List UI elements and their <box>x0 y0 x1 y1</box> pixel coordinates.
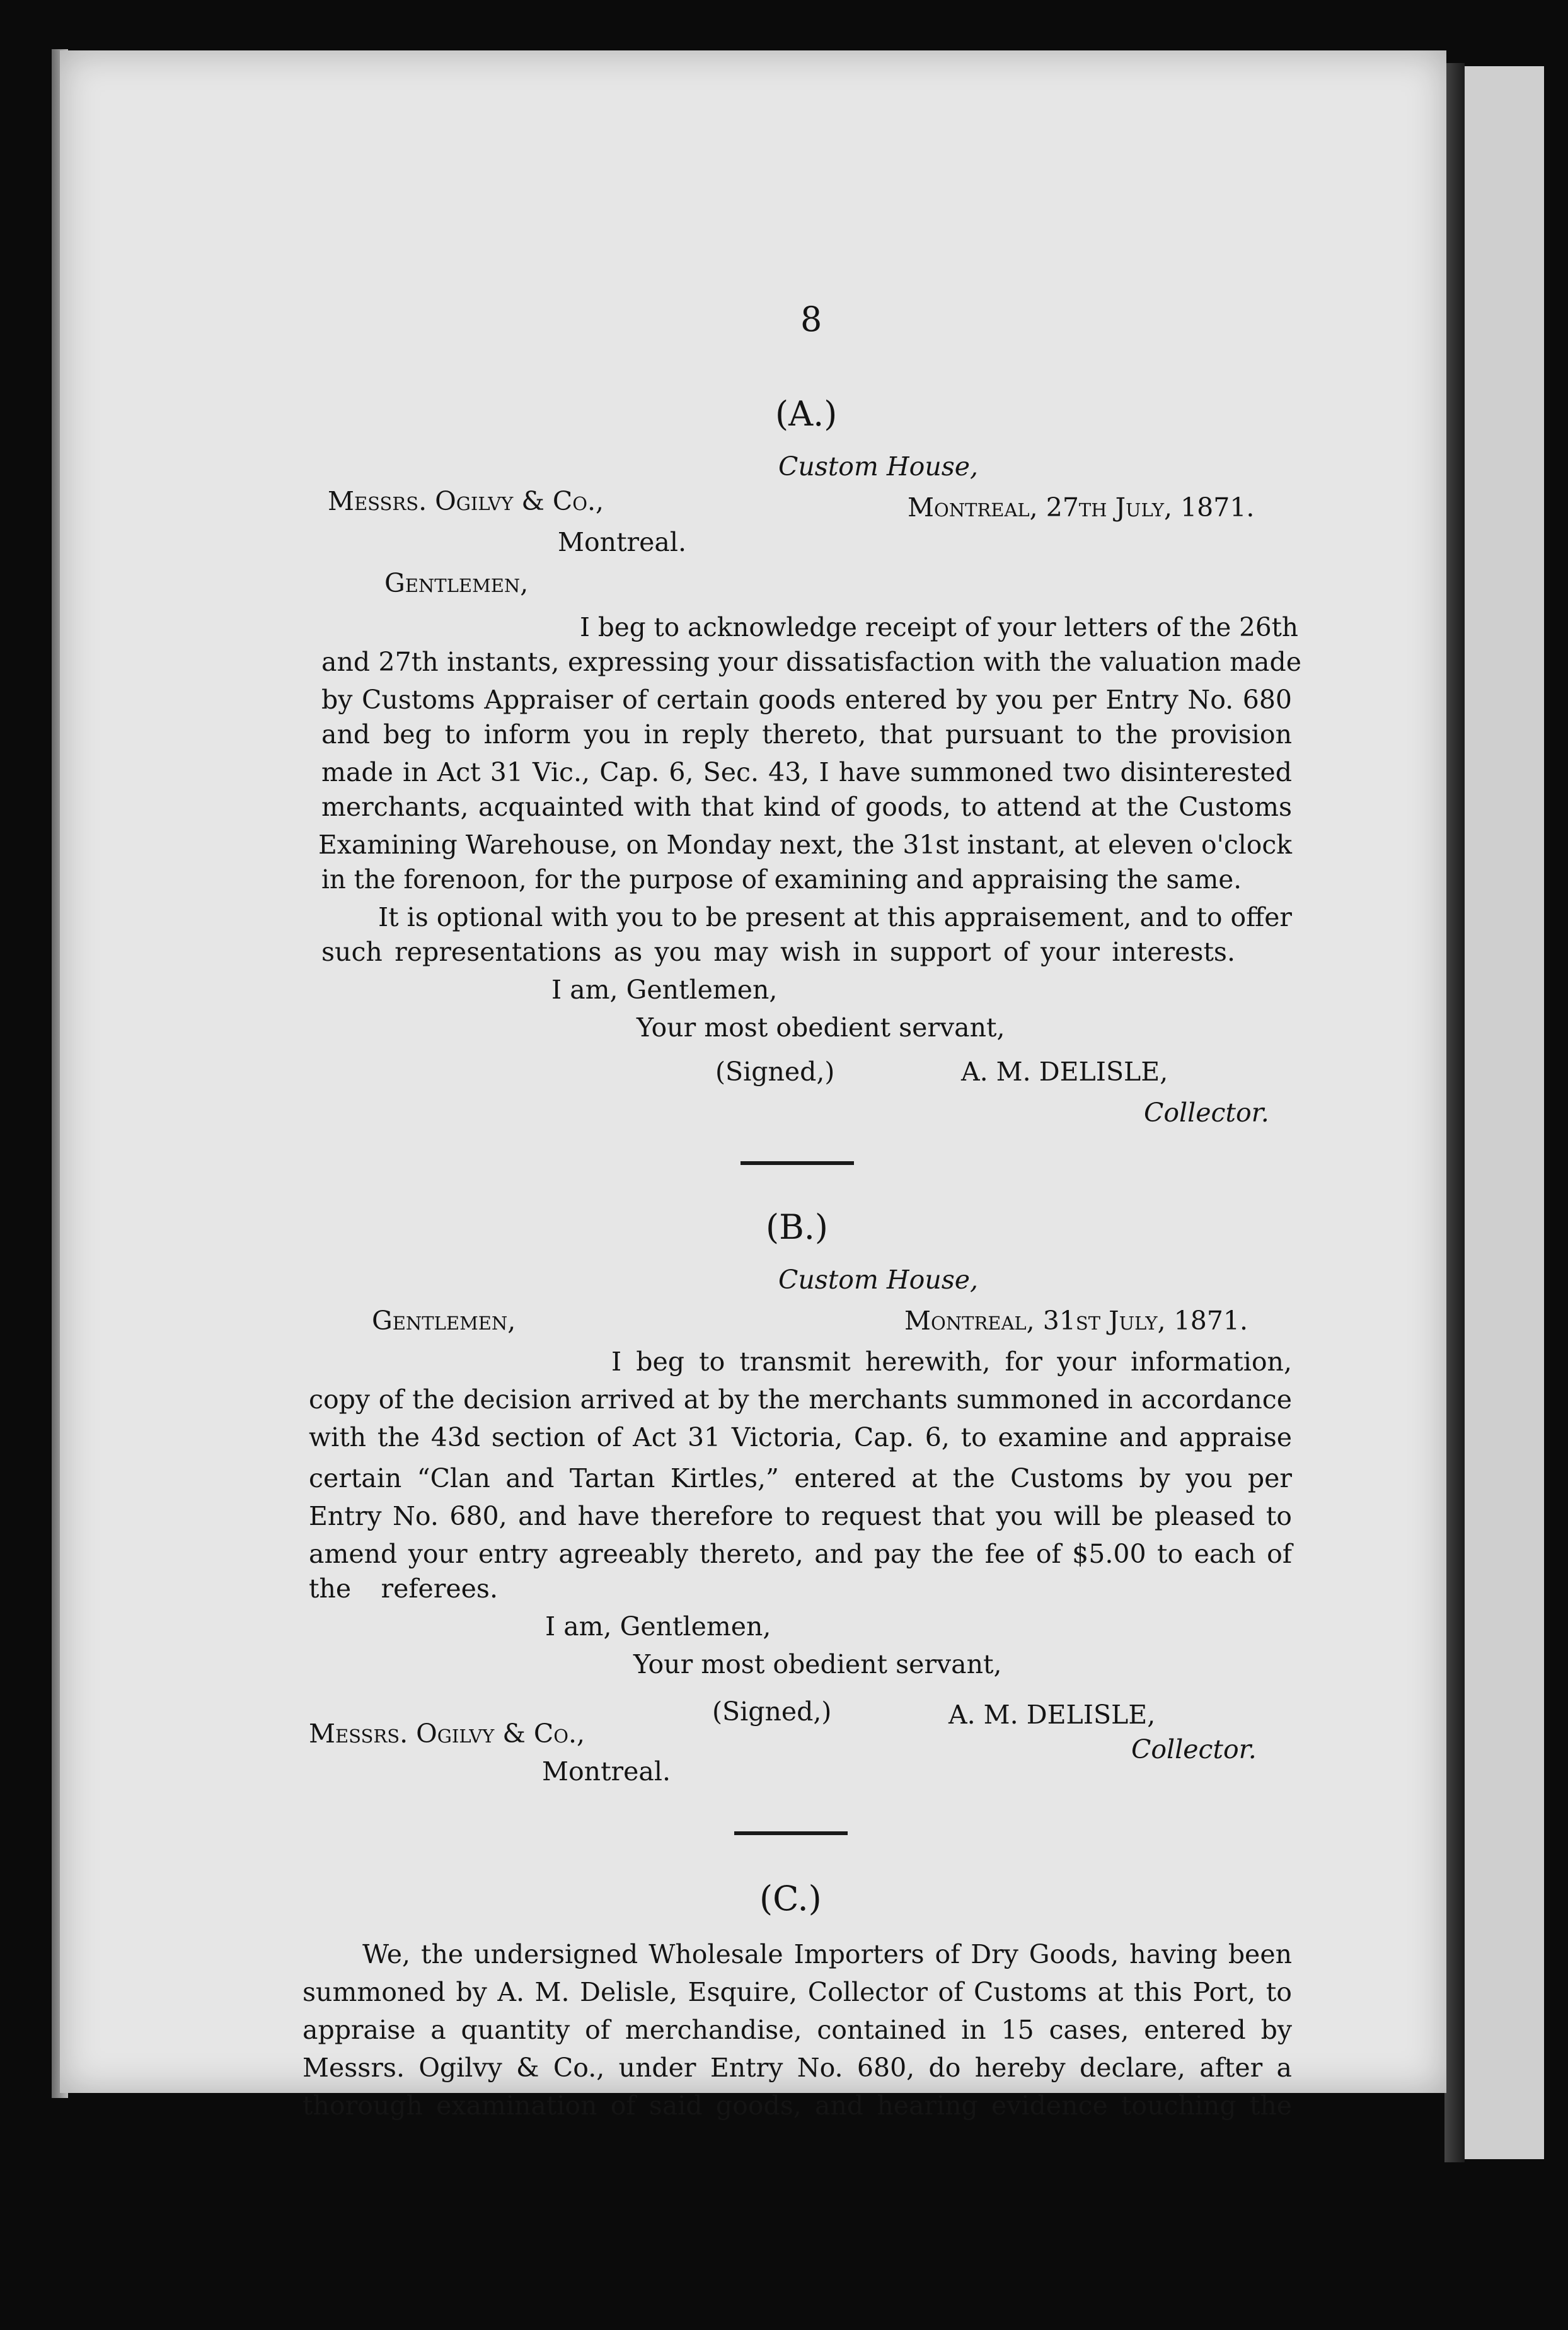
letter-c-line: appraise a quantity of merchandise, contained in 15 cases, entered by <box>303 2015 1292 2045</box>
letter-b-line: the referees. <box>309 1574 498 1604</box>
letter-a-line: It is optional with you to be present at this appraisement, and to offer <box>378 902 1292 932</box>
letter-b-title: Collector. <box>1131 1734 1257 1765</box>
letter-b-addressee-city: Montreal. <box>542 1756 671 1787</box>
letter-a-salutation: Gentlemen, <box>384 568 529 598</box>
document-page <box>60 50 1446 2121</box>
letter-a-line: made in Act 31 Vic., Cap. 6, Sec. 43, I have summoned two disinterested <box>321 757 1292 787</box>
letter-b-date: Montreal, 31st July, 1871. <box>904 1306 1248 1336</box>
letter-b-signed: (Signed,) <box>712 1696 832 1727</box>
letter-a-line: Examining Warehouse, on Monday next, the 31st instant, at eleven o'clock <box>318 830 1292 860</box>
letter-a-line: in the forenoon, for the purpose of examining and appraising the same. <box>321 864 1242 895</box>
letter-a-closing-1: I am, Gentlemen, <box>551 975 778 1005</box>
letter-a-closing-2: Your most obedient servant, <box>637 1012 1005 1043</box>
letter-c-heading: (C.) <box>759 1879 822 1918</box>
letter-a-signed: (Signed,) <box>715 1057 835 1087</box>
letter-b-signatory: A. M. DELISLE, <box>948 1700 1156 1730</box>
letter-b-line: copy of the decision arrived at by the merchants summoned in accordance <box>309 1384 1292 1415</box>
letter-c-line: thorough examination of said goods, and hearing evidence touching the <box>303 2090 1292 2121</box>
letter-a-heading: (A.) <box>775 394 838 434</box>
book-spine <box>1444 63 1465 2162</box>
letter-a-addressee-city: Montreal. <box>558 527 686 557</box>
letter-c-line: summoned by A. M. Delisle, Esquire, Collector of Customs at this Port, to <box>303 1977 1292 2007</box>
letter-a-line: by Customs Appraiser of certain goods entered by you per Entry No. 680 <box>321 685 1292 715</box>
letter-a-signatory: A. M. DELISLE, <box>961 1057 1168 1087</box>
section-divider <box>741 1161 854 1165</box>
letter-a-line: merchants, acquainted with that kind of goods, to attend at the Customs <box>321 792 1292 822</box>
letter-a-line: I beg to acknowledge receipt of your letters of the 26th <box>580 612 1298 642</box>
page-number: 8 <box>800 299 822 339</box>
letter-a-line: such representations as you may wish in support of your interests. <box>321 937 1235 967</box>
letter-a-date: Montreal, 27th July, 1871. <box>908 492 1255 523</box>
letter-a-line: and beg to inform you in reply thereto, that pursuant to the provision <box>321 719 1292 750</box>
letter-c-line: Messrs. Ogilvy & Co., under Entry No. 680, do hereby declare, after a <box>303 2053 1292 2083</box>
letter-b-line: Entry No. 680, and have therefore to request that you will be pleased to <box>309 1501 1292 1531</box>
letter-b-line: I beg to transmit herewith, for your information, <box>611 1347 1292 1377</box>
letter-b-salutation: Gentlemen, <box>372 1306 516 1336</box>
letter-b-line: with the 43d section of Act 31 Victoria, Cap. 6, to examine and appraise <box>309 1422 1292 1452</box>
letter-a-line: and 27th instants, expressing your dissatisfaction with the valuation made <box>321 647 1301 677</box>
letter-b-line: amend your entry agreeably thereto, and pay the fee of $5.00 to each of <box>309 1539 1292 1569</box>
letter-c-line: We, the undersigned Wholesale Importers of Dry Goods, having been <box>362 1939 1292 1969</box>
letter-b-closing-2: Your most obedient servant, <box>633 1649 1002 1679</box>
section-divider <box>734 1831 848 1835</box>
letter-a-place: Custom House, <box>778 451 979 482</box>
letter-b-closing-1: I am, Gentlemen, <box>545 1611 771 1642</box>
letter-a-addressee-name: Messrs. Ogilvy & Co., <box>328 486 604 516</box>
letter-b-place: Custom House, <box>778 1265 979 1295</box>
letter-b-addressee-name: Messrs. Ogilvy & Co., <box>309 1719 585 1749</box>
letter-b-heading: (B.) <box>766 1207 828 1247</box>
letter-b-line: certain “Clan and Tartan Kirtles,” entered at the Customs by you per <box>309 1463 1292 1493</box>
letter-a-title: Collector. <box>1144 1098 1269 1128</box>
